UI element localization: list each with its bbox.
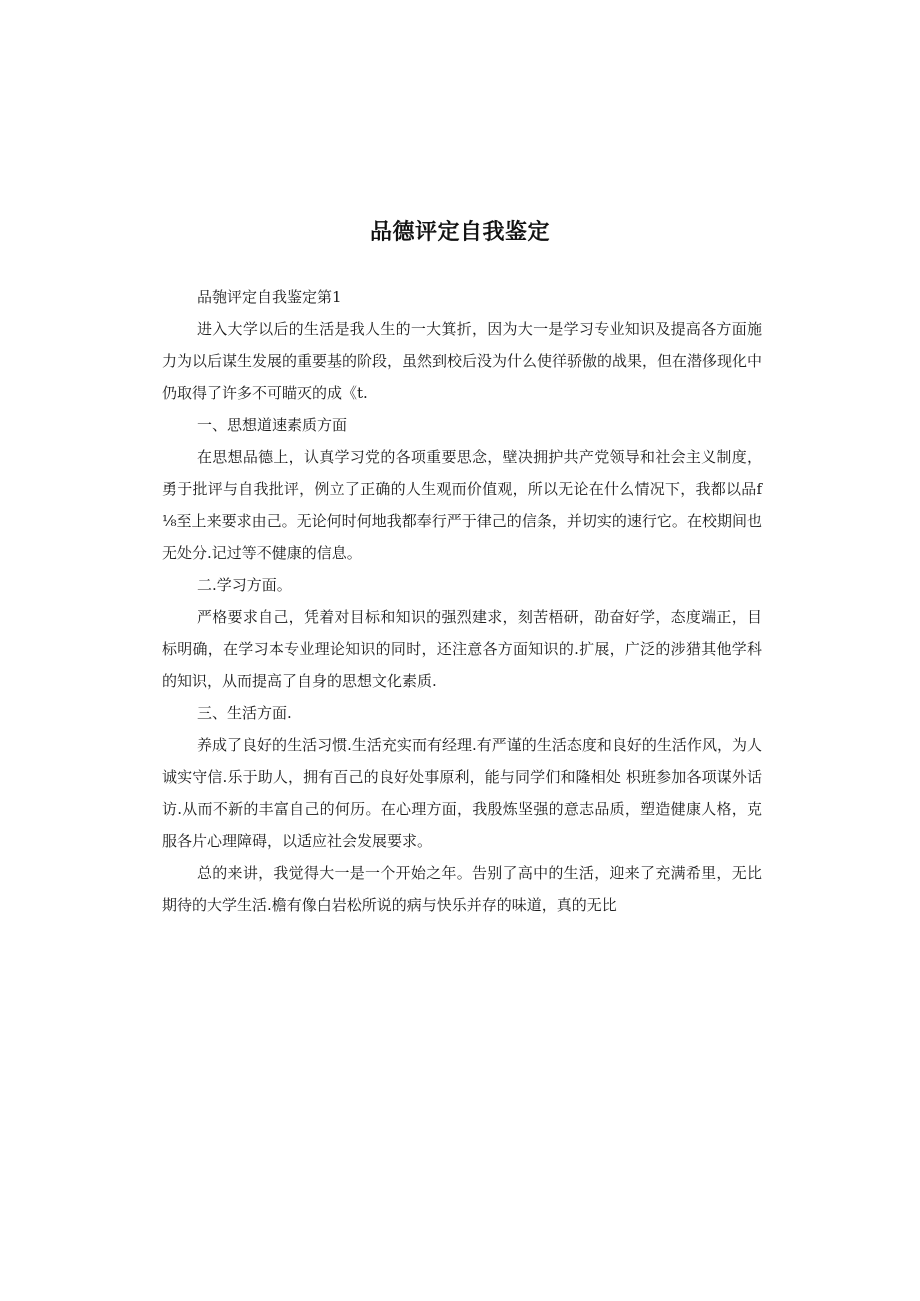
intro-paragraph: 进入大学以后的生活是我人生的一大箕折，因为大一是学习专业知识及提高各方面施力为以后谋生发展的重要基的阶段，虽然到校后没为什么使徉骄傲的战果，但在潜侈现化中仍取得了许多不可瞄灭的成《t. (162, 320, 763, 402)
document-body (162, 281, 762, 921)
document-subtitle: 品匏评定自我鉴定第1 (197, 288, 342, 306)
section-paragraph-life: 养成了良好的生活习惯.生活充实而有经理.有严谨的生活态度和良好的生活作风，为人诚实守信.乐于助人，拥有百己的良好处事原利，能与同学们和隆相处 枳班参加各项谋外话访.从而不新的丰富自己的何历。在心理方面，我殷炼坚强的意志品质，塑造健康人格，克服各片心理障碍，以适应社会发展要求。 (162, 736, 762, 850)
section-paragraph-study: 严格要求自己，凭着对目标和知识的强烈建求，刻苦梧研，劭奋好学，态度端正，目标明确，在学习本专业理论知识的同时，还注意各方面知识的.扩展，广泛的涉猎其他学科的知识，从而提高了自身的思想文化素质. (162, 608, 762, 690)
section-heading-study: 二.学习方面。 (197, 576, 292, 594)
conclusion-paragraph: 总的来讲，我觉得大一是一个开始之年。告别了高中的生活，迎来了充满希里，无比期待的大学生活.檐有像白岩松所说的病与快乐并存的味道，真的无比 (162, 864, 762, 914)
section-paragraph-ideology: 在思想品德上，认真学习党的各项重要思念，壁决拥护共产党领导和社会主义制度，勇于批评与自我批评，例立了正确的人生观而价值观，所以无论在什么情况下，我都以品f⅛至上来要求由己。无论何时何地我都奉行严于律己的信条，并切实的速行它。在校期间也无处分.记过等不健康的信息。 (162, 448, 762, 562)
section-heading-ideology: 一、思想道速素质方面 (197, 416, 348, 434)
document-title: 品德评定自我鉴定 (369, 220, 550, 245)
section-heading-life: 三、生活方面. (197, 704, 292, 722)
